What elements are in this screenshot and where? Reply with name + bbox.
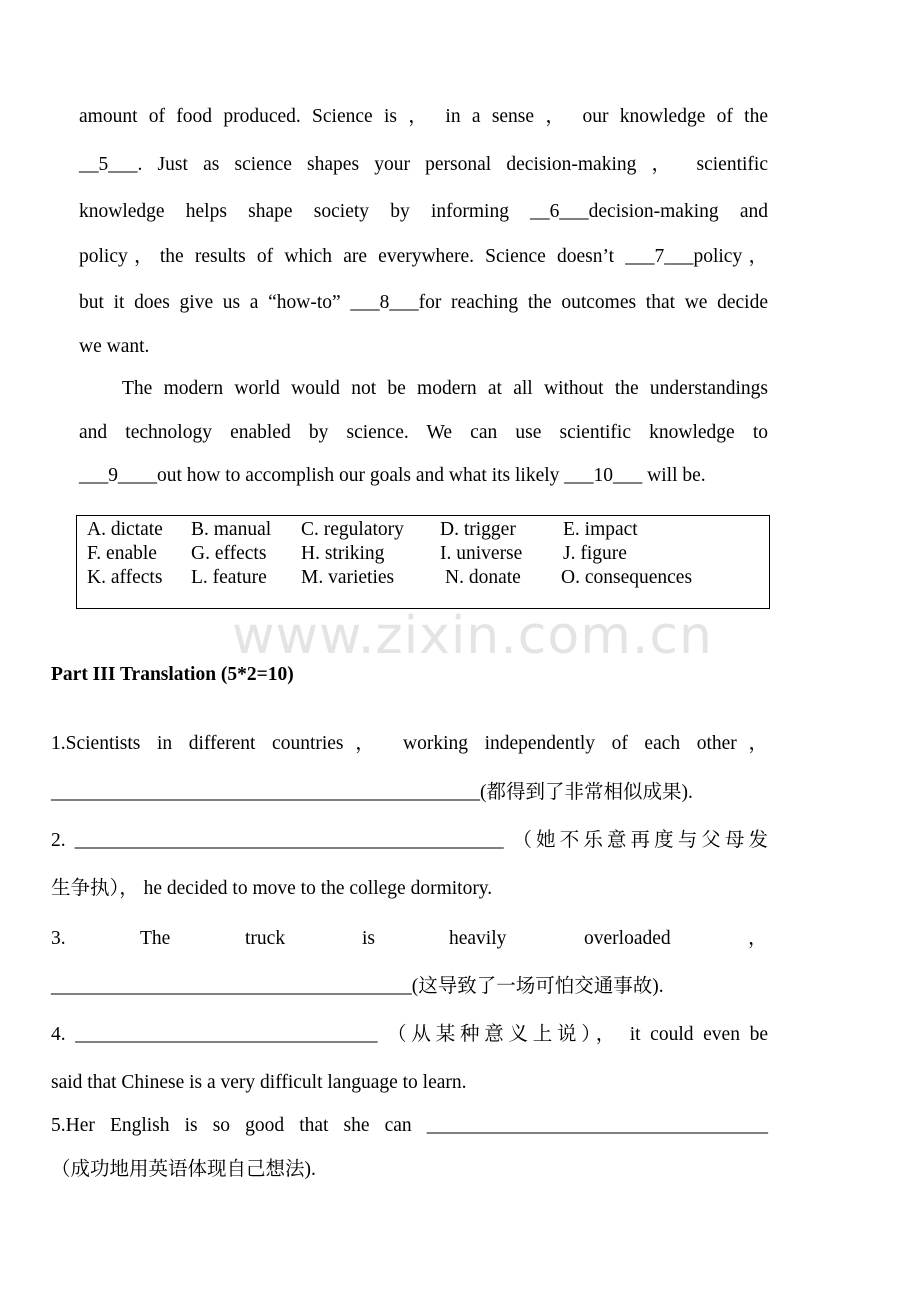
question-line: said that Chinese is a very difficult language to learn.: [51, 1072, 467, 1093]
option-f: F. enable: [87, 543, 157, 564]
passage-line: knowledge helps shape society by informing __6___decision-making and: [79, 201, 768, 222]
option-b: B. manual: [191, 519, 272, 540]
passage-line: policy，the results of which are everywhere. Science doesn’t ___7___policy，: [79, 246, 768, 267]
option-a: A. dictate: [87, 519, 163, 540]
passage-line: __5___. Just as science shapes your personal decision-making ， scientific: [79, 154, 768, 175]
passage-line: we want.: [79, 336, 150, 357]
watermark: www.zixin.com.cn: [232, 606, 713, 666]
question-line: _____________________________________(这导致了一场可怕交通事故).: [51, 976, 664, 997]
question-line: （成功地用英语体现自己想法).: [51, 1159, 316, 1180]
question-line: 5.Her English is so good that she can ___________________________________: [51, 1115, 768, 1136]
option-n: N. donate: [445, 567, 521, 588]
q3-word: overloaded: [584, 928, 671, 949]
option-d: D. trigger: [440, 519, 516, 540]
question-line: ____________________________________________(都得到了非常相似成果).: [51, 782, 693, 803]
question-line: 生争执）， he decided to move to the college dormitory.: [51, 878, 493, 899]
q3-word: The: [140, 928, 171, 949]
question-line: 2. ____________________________________________ （她不乐意再度与父母发: [51, 830, 768, 851]
question-line: 1.Scientists in different countries， working independently of each other，: [51, 733, 768, 754]
passage-line: ___9____out how to accomplish our goals and what its likely ___10___ will be.: [79, 465, 706, 486]
option-o: O. consequences: [561, 567, 693, 588]
passage-line: amount of food produced. Science is ， in a sense ， our knowledge of the: [79, 106, 768, 127]
q3-word: is: [362, 928, 376, 949]
q3-word: 3.: [51, 928, 66, 949]
option-i: I. universe: [440, 543, 523, 564]
passage-line: and technology enabled by science. We can use scientific knowledge to: [79, 422, 768, 443]
option-e: E. impact: [563, 519, 638, 540]
q3-word: ，: [748, 928, 768, 949]
option-l: L. feature: [191, 567, 267, 588]
section-heading: Part III Translation (5*2=10): [51, 664, 294, 685]
question-line: 4. _______________________________ （从某种意义上说）， it could even be: [51, 1024, 768, 1045]
option-m: M. varieties: [301, 567, 395, 588]
option-g: G. effects: [191, 543, 267, 564]
option-k: K. affects: [87, 567, 163, 588]
q3-word: truck: [245, 928, 286, 949]
option-h: H. striking: [301, 543, 385, 564]
passage-line: but it does give us a “how-to” ___8___for reaching the outcomes that we decide: [79, 292, 768, 313]
q3-word: heavily: [449, 928, 507, 949]
option-c: C. regulatory: [301, 519, 404, 540]
passage-line: The modern world would not be modern at all without the understandings: [122, 378, 768, 399]
word-bank-box: [76, 515, 770, 609]
option-j: J. figure: [563, 543, 627, 564]
